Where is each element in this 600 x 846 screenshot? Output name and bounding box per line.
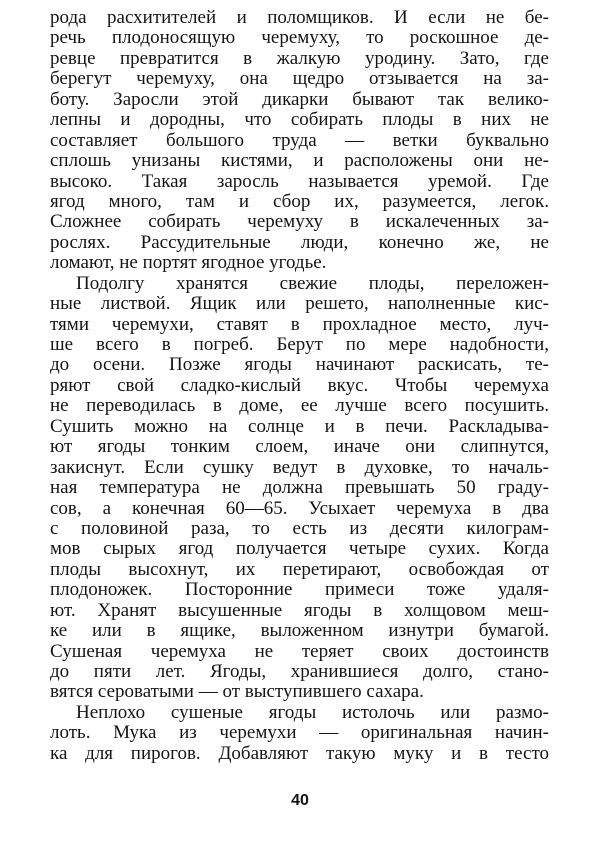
text-line: плоды высохнут, их перетирают, освобождая от	[50, 558, 549, 580]
text-line: лоть. Мука из черемухи — оригинальная начин-	[50, 722, 549, 744]
text-line: Сушить можно на солнце и в печи. Раскладыва-	[50, 415, 549, 437]
text-line: закиснут. Если сушку ведут в духовке, то началь-	[50, 456, 549, 478]
text-line: ке или в ящике, выложенном изнутри бумагой.	[50, 620, 549, 642]
text-line: рода расхитителей и поломщиков. И если не бе-	[50, 7, 549, 28]
text-line: Сушеная черемуха не теряет своих достоинств	[50, 640, 549, 662]
text-line: ные листвой. Ящик или решето, наполненные кис-	[50, 293, 549, 315]
text-line: плодоножек. Посторонние примеси тоже удаля-	[50, 579, 549, 601]
text-line: берегут черемуху, она щедро отзывается на за-	[50, 68, 549, 90]
text-line: лепны и дородны, что собирать плоды в них не	[50, 109, 549, 131]
text-line: Подолгу хранятся свежие плоды, переложен-	[76, 272, 549, 294]
text-line: ют. Хранят высушенные ягоды в холщовом меш-	[50, 599, 549, 621]
text-line: рослях. Рассудительные люди, конечно же, не	[50, 231, 549, 253]
body-text	[50, 8, 549, 764]
text-line: ше всего в погреб. Берут по мере надобности,	[50, 334, 549, 355]
text-line: до пяти лет. Ягоды, хранившиеся долго, стано-	[50, 661, 549, 682]
text-line: сов, а конечная 60—65. Усыхает черемуха в два	[50, 497, 549, 519]
text-line: речь плодоносящую черемуху, то роскошное де-	[50, 27, 549, 49]
text-line: с половиной раза, то есть из десяти килограм-	[50, 517, 549, 539]
text-line: вятся сероватыми — от выступившего сахара.	[50, 681, 424, 703]
text-line: ют ягоды тонким слоем, иначе они слипнутся,	[50, 436, 549, 458]
text-line: ряют свой сладко-кислый вкус. Чтобы черемуха	[50, 374, 549, 396]
text-line: ка для пирогов. Добавляют такую муку и в тесто	[50, 742, 549, 764]
text-line: высоко. Такая заросль называется уремой. Где	[50, 170, 549, 192]
page-number: 40	[291, 792, 309, 809]
text-line: ягод много, там и сбор их, разумеется, легок.	[50, 190, 549, 212]
text-line: до осени. Позже ягоды начинают раскисать, те-	[50, 354, 549, 376]
text-line: тями черемухи, ставят в прохладное место, луч-	[50, 313, 549, 335]
text-line: составляет большого труда — ветки буквально	[50, 129, 549, 151]
text-line: мов сырых ягод получается четыре сухих. Когда	[50, 538, 549, 560]
text-line: не переводилась в доме, ее лучше всего посушить.	[50, 395, 549, 417]
text-line: боту. Заросли этой дикарки бывают так велико-	[50, 88, 549, 110]
text-line: ревце превратится в жалкую уродину. Зато, где	[50, 47, 549, 69]
text-line: ломают, не портят ягодное угодье.	[50, 252, 327, 274]
text-line: Неплохо сушеные ягоды истолочь или размо-	[76, 701, 549, 723]
text-line: сплошь унизаны кистями, и расположены они не-	[50, 150, 549, 172]
text-line: ная температура не должна превышать 50 граду-	[50, 477, 549, 499]
text-line: Сложнее собирать черемуху в искалеченных за-	[50, 211, 549, 233]
